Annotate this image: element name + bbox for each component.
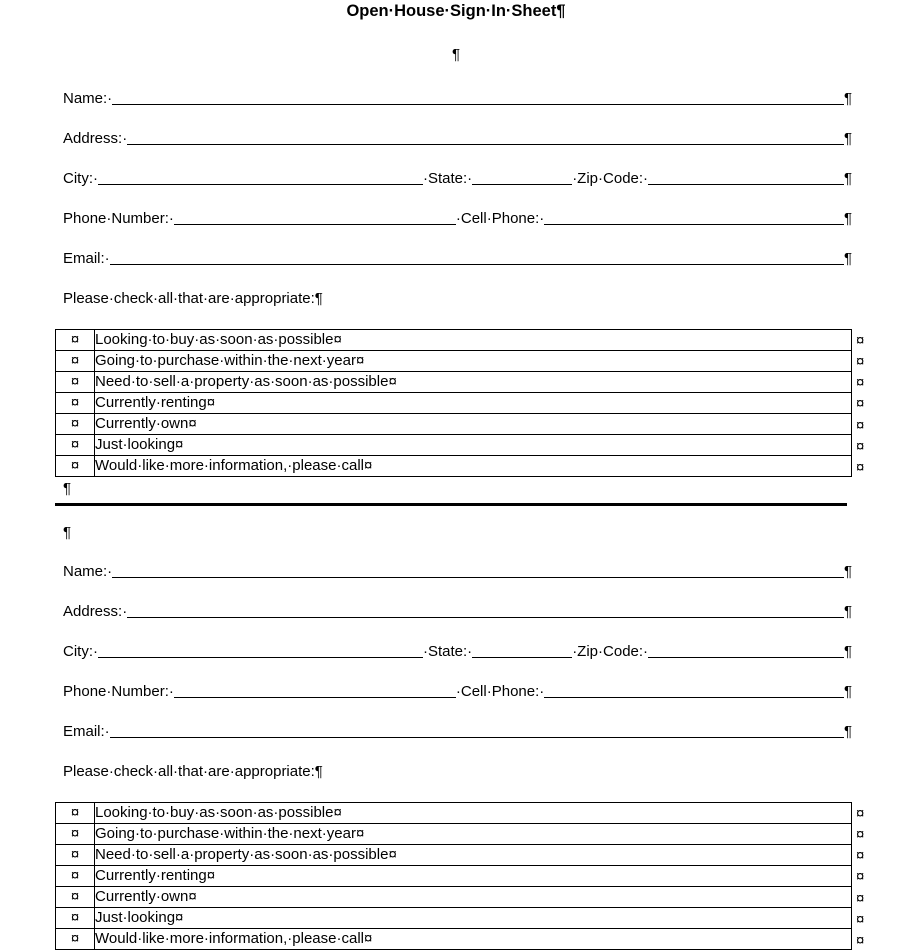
pilcrow-mark: ¶ [314, 763, 323, 780]
row-end-mark: ¤ [856, 826, 865, 844]
address-label: Address:· [63, 130, 128, 147]
option-text: Currently·renting [95, 867, 207, 884]
row-end-mark: ¤ [856, 910, 865, 928]
name-label: Name:· [63, 563, 113, 580]
cell-phone-label: ·Cell·Phone:· [455, 683, 545, 700]
cell-end-mark: ¤ [70, 394, 80, 411]
cell-end-mark: ¤ [206, 867, 216, 884]
pilcrow-mark: ¶ [843, 643, 852, 660]
empty-paragraph [63, 524, 71, 542]
option-cell [95, 887, 852, 908]
phone-number-label: Phone·Number:· [63, 210, 174, 227]
state-label: ·State:· [423, 170, 473, 187]
table-row [56, 908, 852, 929]
cell-end-mark: ¤ [388, 373, 397, 390]
cell-end-mark: ¤ [355, 352, 365, 369]
table-row [56, 393, 852, 414]
option-cell [95, 330, 852, 351]
option-cell [95, 372, 852, 393]
empty-paragraph [0, 46, 912, 63]
state-fill-field[interactable] [472, 183, 572, 185]
option-text: Would·like·more·information,·please·call [95, 930, 364, 947]
pilcrow-mark: ¶ [63, 524, 72, 541]
checkbox-cell[interactable] [56, 929, 95, 950]
checklist-table [55, 329, 852, 477]
cell-end-mark: ¤ [188, 415, 197, 432]
name-label: Name:· [63, 90, 113, 107]
cell-end-mark: ¤ [388, 846, 397, 863]
cell-end-mark: ¤ [333, 331, 342, 348]
checklist-table [55, 802, 852, 950]
cell-end-mark: ¤ [188, 888, 197, 905]
name-line [63, 561, 852, 581]
table-row [56, 866, 852, 887]
name-fill-field[interactable] [112, 103, 844, 105]
checkbox-cell[interactable] [56, 866, 95, 887]
table-row [56, 330, 852, 351]
checkbox-cell[interactable] [56, 435, 95, 456]
checkbox-cell[interactable] [56, 372, 95, 393]
address-line [63, 128, 852, 148]
row-end-marks [856, 802, 864, 951]
cell-end-mark: ¤ [70, 373, 80, 390]
city-label: City:· [63, 170, 98, 187]
checkbox-cell[interactable] [56, 414, 95, 435]
email-label: Email:· [63, 723, 110, 740]
pilcrow-mark: ¶ [843, 603, 852, 620]
option-cell [95, 824, 852, 845]
table-row [56, 824, 852, 845]
city-state-zip-line [63, 641, 852, 661]
cell-end-mark: ¤ [70, 331, 80, 348]
table-row [56, 414, 852, 435]
phone-fill-field[interactable] [174, 696, 456, 698]
checkbox-cell[interactable] [56, 824, 95, 845]
option-cell [95, 908, 852, 929]
row-end-mark: ¤ [856, 805, 865, 822]
row-end-mark: ¤ [856, 847, 865, 865]
pilcrow-mark: ¶ [843, 170, 852, 187]
email-label: Email:· [63, 250, 110, 267]
cell-end-mark: ¤ [70, 888, 80, 905]
row-end-mark: ¤ [856, 889, 865, 907]
name-line [63, 88, 852, 108]
phone-line [63, 681, 852, 701]
checkbox-cell[interactable] [56, 456, 95, 477]
cell-end-mark: ¤ [363, 457, 373, 474]
address-fill-field[interactable] [127, 616, 844, 618]
option-text: Need·to·sell·a·property·as·soon·as·possible [95, 846, 389, 863]
cell-end-mark: ¤ [70, 909, 80, 926]
row-end-mark: ¤ [856, 868, 865, 886]
city-fill-field[interactable] [98, 183, 423, 185]
check-prompt-label: Please·check·all·that·are·appropriate: [63, 763, 315, 780]
row-end-mark: ¤ [856, 437, 865, 455]
city-label: City:· [63, 643, 98, 660]
cell-phone-label: ·Cell·Phone:· [455, 210, 545, 227]
pilcrow-mark: ¶ [843, 130, 852, 147]
check-prompt-label: Please·check·all·that·are·appropriate: [63, 290, 315, 307]
checklist-table-2 [55, 802, 864, 951]
cell-end-mark: ¤ [70, 804, 80, 821]
cell-end-mark: ¤ [70, 415, 80, 432]
cell-end-mark: ¤ [70, 867, 80, 884]
option-text: Looking·to·buy·as·soon·as·possible [95, 331, 334, 348]
cell-end-mark: ¤ [363, 930, 373, 947]
email-fill-field[interactable] [110, 736, 844, 738]
pilcrow-mark: ¶ [843, 723, 852, 740]
checkbox-cell[interactable] [56, 803, 95, 824]
table-row [56, 887, 852, 908]
option-cell [95, 803, 852, 824]
cell-end-mark: ¤ [70, 352, 80, 369]
address-line [63, 601, 852, 621]
name-fill-field[interactable] [112, 576, 844, 578]
checkbox-cell[interactable] [56, 330, 95, 351]
row-end-mark: ¤ [856, 353, 865, 371]
pilcrow-mark: ¶ [843, 563, 852, 580]
title-text: Open·House·Sign·In·Sheet [346, 2, 557, 20]
pilcrow-mark: ¶ [314, 290, 323, 307]
cell-end-mark: ¤ [70, 930, 80, 947]
option-text: Just·looking [95, 909, 176, 926]
email-fill-field[interactable] [110, 263, 844, 265]
row-end-mark: ¤ [856, 395, 865, 413]
option-cell [95, 351, 852, 372]
address-label: Address:· [63, 603, 128, 620]
cell-fill-field[interactable] [544, 696, 844, 698]
phone-line [63, 208, 852, 228]
option-text: Looking·to·buy·as·soon·as·possible [95, 804, 334, 821]
checkbox-cell[interactable] [56, 908, 95, 929]
cell-end-mark: ¤ [70, 846, 80, 863]
checkbox-cell[interactable] [56, 845, 95, 866]
option-text: Currently·own [95, 415, 189, 432]
option-cell [95, 393, 852, 414]
pilcrow-mark: ¶ [843, 250, 852, 267]
check-prompt-line [63, 761, 852, 781]
option-cell [95, 414, 852, 435]
checklist-table-1 [55, 329, 864, 478]
row-end-mark: ¤ [856, 374, 865, 392]
option-cell [95, 456, 852, 477]
checkbox-cell[interactable] [56, 393, 95, 414]
zip-fill-field[interactable] [648, 183, 844, 185]
empty-paragraph [63, 480, 71, 498]
address-fill-field[interactable] [127, 143, 844, 145]
option-cell [95, 929, 852, 950]
city-state-zip-line [63, 168, 852, 188]
option-text: Going·to·purchase·within·the·next·year [95, 825, 356, 842]
table-row [56, 372, 852, 393]
table-row [56, 456, 852, 477]
option-text: Just·looking [95, 436, 176, 453]
row-end-mark: ¤ [856, 931, 865, 949]
row-end-mark: ¤ [856, 416, 865, 434]
table-row [56, 845, 852, 866]
option-text: Would·like·more·information,·please·call [95, 457, 364, 474]
pilcrow-mark: ¶ [843, 210, 852, 227]
phone-fill-field[interactable] [174, 223, 456, 225]
option-text: Currently·renting [95, 394, 207, 411]
state-fill-field[interactable] [472, 656, 572, 658]
pilcrow-mark: ¶ [843, 90, 852, 107]
cell-end-mark: ¤ [206, 394, 216, 411]
pilcrow-mark: ¶ [556, 2, 566, 20]
city-fill-field[interactable] [98, 656, 423, 658]
row-end-marks [856, 329, 864, 478]
cell-end-mark: ¤ [70, 436, 80, 453]
cell-end-mark: ¤ [70, 457, 80, 474]
cell-end-mark: ¤ [333, 804, 342, 821]
state-label: ·State:· [423, 643, 473, 660]
cell-end-mark: ¤ [175, 909, 184, 926]
zip-fill-field[interactable] [648, 656, 844, 658]
zip-code-label: ·Zip·Code:· [572, 170, 649, 187]
pilcrow-mark: ¶ [451, 46, 461, 63]
phone-number-label: Phone·Number:· [63, 683, 174, 700]
row-end-mark: ¤ [856, 332, 865, 349]
option-cell [95, 845, 852, 866]
cell-end-mark: ¤ [175, 436, 184, 453]
horizontal-rule [55, 503, 847, 506]
email-line [63, 721, 852, 741]
email-line [63, 248, 852, 268]
table-row [56, 435, 852, 456]
option-text: Need·to·sell·a·property·as·soon·as·possible [95, 373, 389, 390]
checkbox-cell[interactable] [56, 887, 95, 908]
option-cell [95, 435, 852, 456]
checkbox-cell[interactable] [56, 351, 95, 372]
cell-fill-field[interactable] [544, 223, 844, 225]
table-row [56, 929, 852, 950]
option-cell [95, 866, 852, 887]
table-row [56, 351, 852, 372]
pilcrow-mark: ¶ [63, 480, 72, 497]
table-row [56, 803, 852, 824]
document-title [0, 2, 912, 21]
zip-code-label: ·Zip·Code:· [572, 643, 649, 660]
option-text: Currently·own [95, 888, 189, 905]
option-text: Going·to·purchase·within·the·next·year [95, 352, 356, 369]
cell-end-mark: ¤ [70, 825, 80, 842]
check-prompt-line [63, 288, 852, 308]
row-end-mark: ¤ [856, 458, 865, 476]
pilcrow-mark: ¶ [843, 683, 852, 700]
cell-end-mark: ¤ [355, 825, 365, 842]
